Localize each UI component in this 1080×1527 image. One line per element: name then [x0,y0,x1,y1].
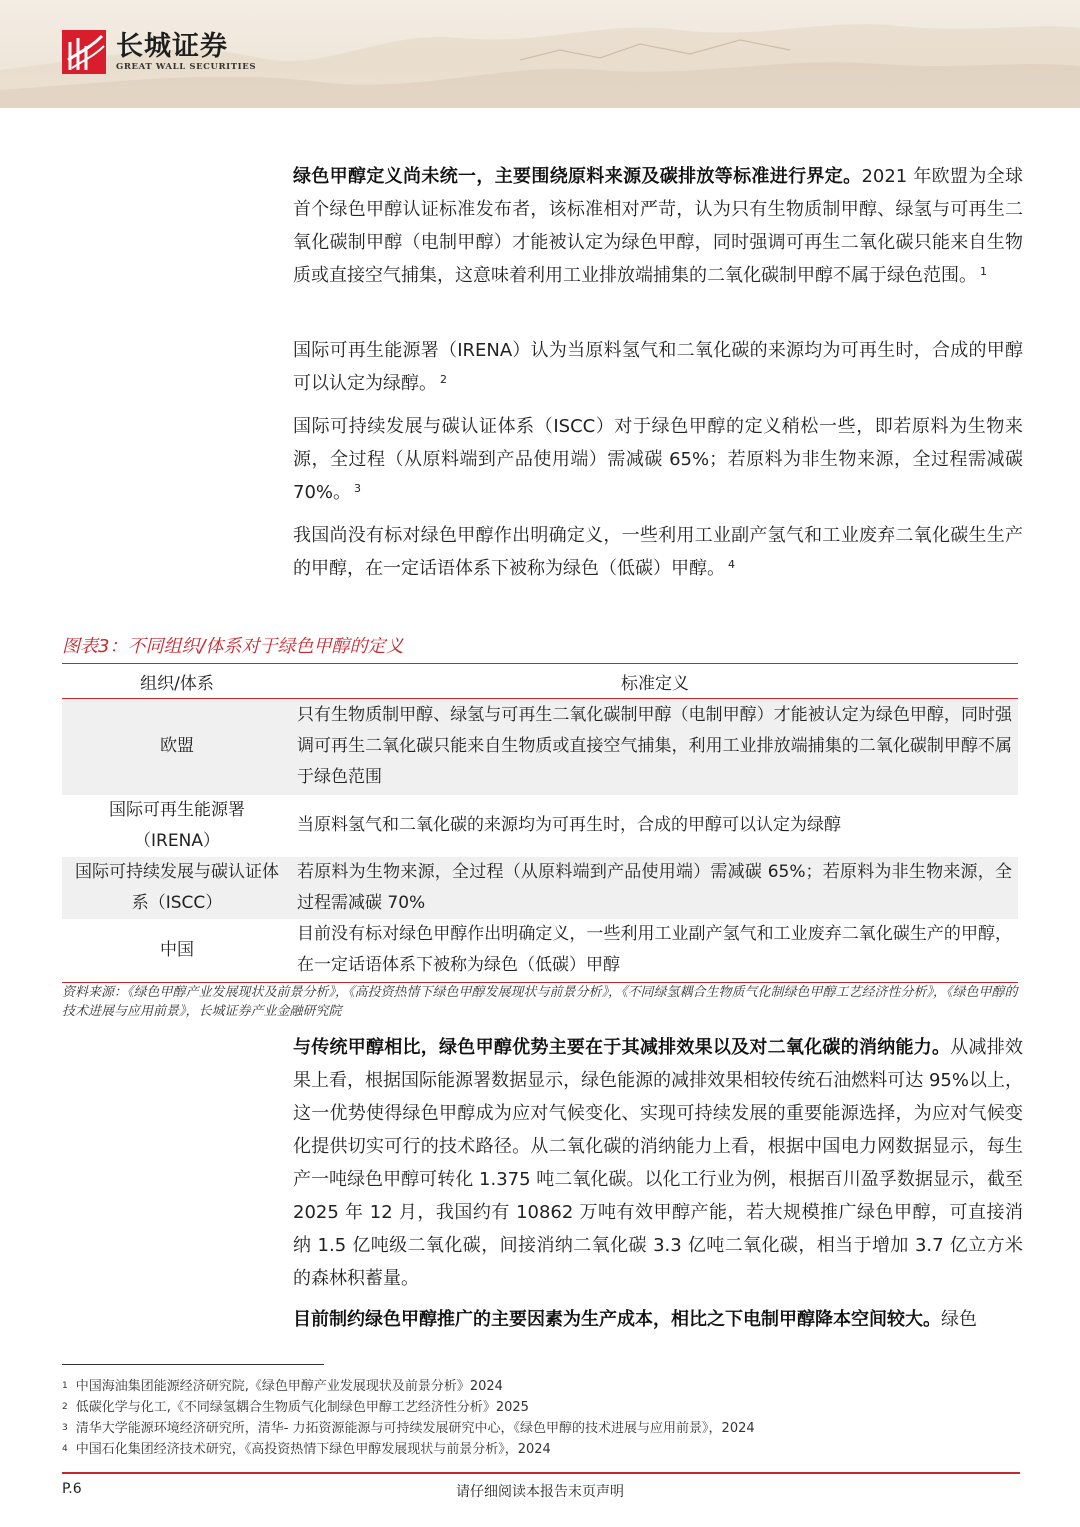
table-row [62,919,1018,983]
footnote-ref[interactable]: 4 [728,558,735,571]
paragraph-definition-overview [293,160,1023,292]
paragraph-iscc [293,410,1023,509]
logo-mark-icon [62,30,106,74]
table-cell-org: 中国 [62,919,292,983]
paragraph-bold-lead: 目前制约绿色甲醇推广的主要因素为生产成本，相比之下电制甲醇降本空间较大。 [293,1309,941,1330]
table-header-org: 组织/体系 [62,664,292,699]
paragraph-text: 绿色 [941,1309,977,1330]
paragraph-bold-lead: 绿色甲醇定义尚未统一，主要围绕原料来源及碳排放等标准进行界定。 [293,166,862,187]
footer-disclaimer: 请仔细阅读本报告末页声明 [456,1484,624,1500]
table-row [62,699,1018,795]
table-cell-definition: 当原料氢气和二氧化碳的来源均为可再生时，合成的甲醇可以认定为绿醇 [292,795,1018,857]
table-cell-definition: 只有生物质制甲醇、绿氢与可再生二氧化碳制甲醇（电制甲醇）才能被认定为绿色甲醇，同时强调可再生二氧化碳只能来自生物质或直接空气捕集，利用工业排放端捕集的二氧化碳制甲醇不属于绿色范围 [292,699,1018,795]
paragraph-china [293,519,1023,585]
figure-source-note: 资料来源：《绿色甲醇产业发展现状及前景分析》，《高投资热情下绿色甲醇发展现状与前景分析》，《不同绿氢耦合生物质气化制绿色甲醇工艺经济性分析》，《绿色甲醇的技术进展与应用前景》，长城证券产业金融研究院 [62,985,1018,1019]
footnote-ref[interactable]: 3 [354,482,362,495]
table-row [62,795,1018,857]
logo-english-name: GREAT WALL SECURITIES [116,62,257,72]
paragraph-text: 从减排效果上看，根据国际能源署数据显示，绿色能源的减排效果相较传统石油燃料可达 95%以上，这一优势使得绿色甲醇成为应对气候变化、实现可持续发展的重要能源选择，为应对气候变化提供切实可行的技术路径。从二氧化碳的消纳能力上看，根据中国电力网数据显示，每生产一吨绿色甲醇可转化 1.375 吨二氧化碳。以化工行业为例，根据百川盈孚数据显示，截至 2025 年 12 月，我国约有 10862 万吨有效甲醇产能，若大规模推广绿色甲醇，可直接消纳 1.5 亿吨级二氧化碳，间接消纳二氧化碳 3.3 亿吨二氧化碳，相当于增加 3.7 亿立方米的森林积蓄量。 [293,1037,1024,1289]
footnotes [62,1376,1022,1460]
footnote-item: $^4$ 中国石化集团经济技术研究，《高投资热情下绿色甲醇发展现状与前景分析》，2024 [62,1442,551,1457]
table-row [62,857,1018,919]
footnote-item: $^2$ 低碳化学与化工,《不同绿氢耦合生物质气化制绿色甲醇工艺经济性分析》2025 [62,1400,529,1415]
logo-chinese-name: 长城证券 [116,31,228,62]
paragraph-advantages [293,1031,1023,1295]
footnote-item: $^1$ 中国海油集团能源经济研究院,《绿色甲醇产业发展现状及前景分析》2024 [62,1379,503,1394]
table-cell-org: 国际可再生能源署（IRENA） [62,795,292,857]
page-header [0,0,1080,108]
paragraph-text: 国际可再生能源署（IRENA）认为当原料氢气和二氧化碳的来源均为可再生时，合成的甲醇可以认定为绿醇。 [293,340,1023,394]
footnote-divider [62,1364,324,1365]
footnote-ref[interactable]: 2 [440,373,447,386]
table-header-row [62,664,1018,699]
company-logo [62,30,256,74]
table-cell-definition: 目前没有标对绿色甲醇作出明确定义，一些利用工业副产氢气和工业废弃二氧化碳生产的甲醇，在一定话语体系下被称为绿色（低碳）甲醇 [292,919,1018,983]
paragraph-irena [293,334,1023,400]
table-cell-definition: 若原料为生物来源，全过程（从原料端到产品使用端）需减碳 65%；若原料为非生物来源，全过程需减碳 70% [292,857,1018,919]
table-cell-org: 欧盟 [62,699,292,795]
paragraph-text: 2021 年欧盟为全球首个绿色甲醇认证标准发布者，该标准相对严苛，认为只有生物质制甲醇、绿氢与可再生二氧化碳制甲醇（电制甲醇）才能被认定为绿色甲醇，同时强调可再生二氧化碳只能来自生物质或直接空气捕集，这意味着利用工业排放端捕集的二氧化碳制甲醇不属于绿色范围。 [293,166,1024,286]
paragraph-text: 国际可持续发展与碳认证体系（ISCC）对于绿色甲醇的定义稍松一些，即若原料为生物来源，全过程（从原料端到产品使用端）需减碳 65%；若原料为非生物来源，全过程需减碳 70%。 [293,416,1023,503]
footnote-item: $^3$ 清华大学能源环境经济研究所，清华- 力拓资源能源与可持续发展研究中心，《绿色甲醇的技术进展与应用前景》，2024 [62,1421,755,1436]
footnote-ref[interactable]: 1 [980,265,987,278]
definition-table [62,663,1018,983]
paragraph-cost-constraint [293,1303,1023,1336]
table-cell-org: 国际可持续发展与碳认证体系（ISCC） [62,857,292,919]
page-number: P.6 [62,1481,82,1497]
figure-title: 图表3：不同组织/体系对于绿色甲醇的定义 [62,636,404,657]
table-header-definition: 标准定义 [292,664,1018,699]
footer-divider [62,1472,1020,1474]
paragraph-text: 我国尚没有标对绿色甲醇作出明确定义，一些利用工业副产氢气和工业废弃二氧化碳生生产的甲醇，在一定话语体系下被称为绿色（低碳）甲醇。 [293,525,1023,579]
paragraph-bold-lead: 与传统甲醇相比，绿色甲醇优势主要在于其减排效果以及对二氧化碳的消纳能力。 [293,1037,951,1058]
